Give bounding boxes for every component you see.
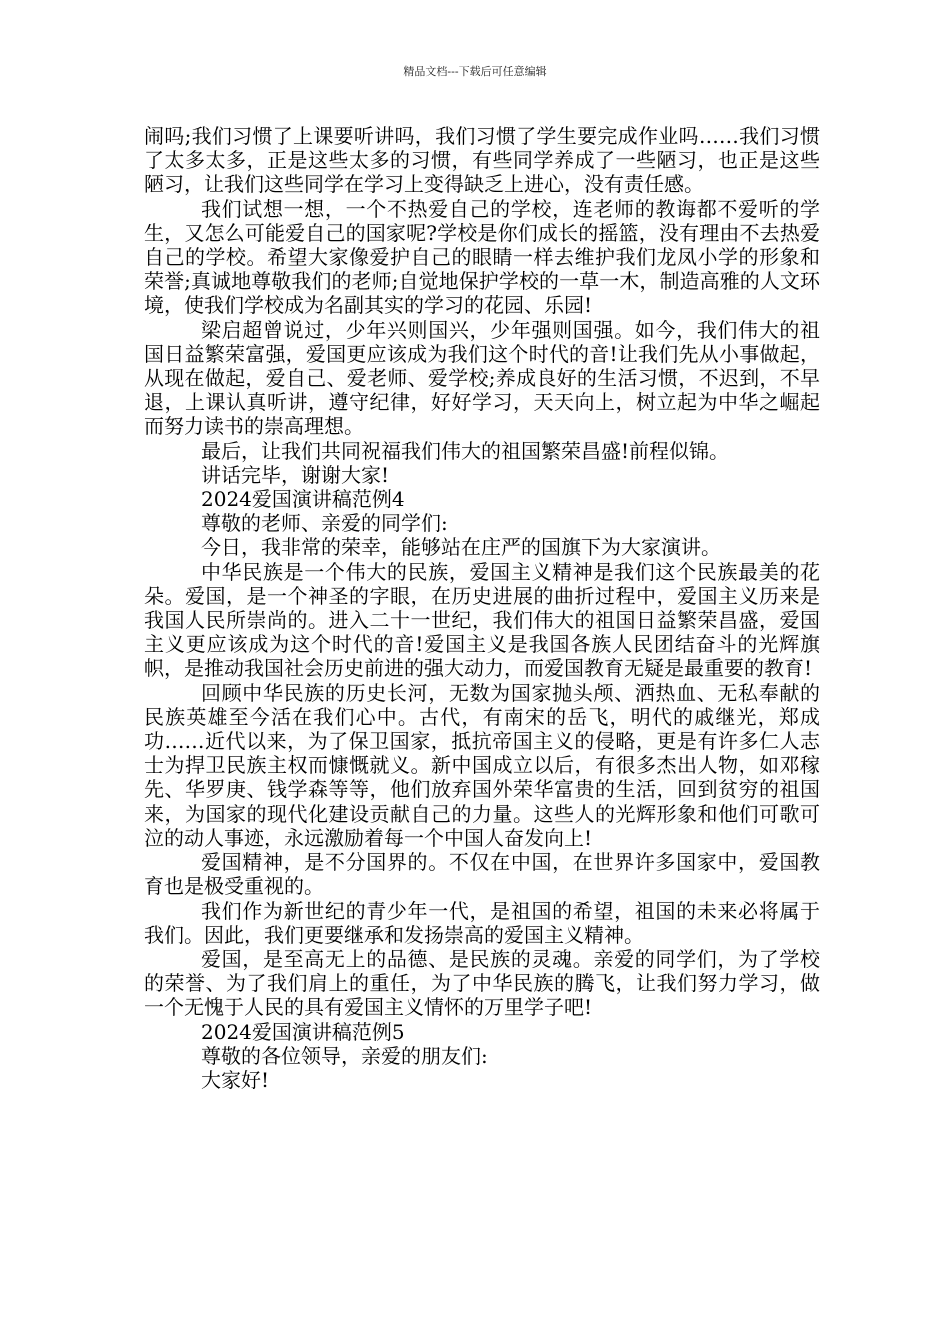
page-header: 精品文档---下载后可任意编辑: [403, 65, 547, 78]
paragraph: 我们作为新世纪的青少年一代，是祖国的希望，祖国的未来必将属于我们。因此，我们更要继承和发扬崇高的爱国主义精神。: [144, 898, 820, 947]
paragraph: 爱国精神，是不分国界的。不仅在中国，在世界许多国家中，爱国教育也是极受重视的。: [144, 850, 820, 899]
paragraph: 大家好!: [201, 1067, 270, 1092]
document-body: [144, 124, 820, 1092]
salutation: 尊敬的老师、亲爱的同学们:: [201, 511, 448, 536]
paragraph: 我们试想一想，一个不热爱自己的学校，连老师的教诲都不爱听的学生，又怎么可能爱自己的国家呢?学校是你们成长的摇篮，没有理由不去热爱自己的学校。希望大家像爱护自己的眼睛一样去维护我们龙凤小学的形象和荣誉;真诚地尊敬我们的老师;自觉地保护学校的一草一木，制造高雅的人文环境，使我们学校成为名副其实的学习的花园、乐园!: [144, 196, 820, 318]
paragraph: 讲话完毕，谢谢大家!: [201, 462, 390, 487]
paragraph: 回顾中华民族的历史长河，无数为国家抛头颅、洒热血、无私奉献的民族英雄至今活在我们心中。古代，有南宋的岳飞，明代的戚继光，郑成功……近代以来，为了保卫国家，抵抗帝国主义的侵略，更是有许多仁人志士为捍卫民族主权而慷慨就义。新中国成立以后，有很多杰出人物，如邓稼先、华罗庚、钱学森等等，他们放弃国外荣华富贵的生活，回到贫穷的祖国来，为国家的现代化建设贡献自己的力量。这些人的光辉形象和他们可歌可泣的动人事迹，永远激励着每一个中国人奋发向上!: [144, 680, 820, 850]
section-title: 2024爱国演讲稿范例4: [201, 487, 405, 512]
paragraph: 闹吗;我们习惯了上课要听讲吗，我们习惯了学生要完成作业吗……我们习惯了太多太多，正是这些太多的习惯，有些同学养成了一些陋习，也正是这些陋习，让我们这些同学在学习上变得缺乏上进心，没有责任感。: [144, 124, 820, 197]
paragraph: 最后，让我们共同祝福我们伟大的祖国繁荣昌盛!前程似锦。: [201, 438, 730, 463]
paragraph: 今日，我非常的荣幸，能够站在庄严的国旗下为大家演讲。: [201, 535, 721, 560]
salutation: 尊敬的各位领导，亲爱的朋友们:: [201, 1043, 488, 1068]
paragraph: 爱国，是至高无上的品德、是民族的灵魂。亲爱的同学们，为了学校的荣誉、为了我们肩上的重任，为了中华民族的腾飞，让我们努力学习，做一个无愧于人民的具有爱国主义情怀的万里学子吧!: [144, 946, 820, 1020]
section-title: 2024爱国演讲稿范例5: [201, 1019, 405, 1044]
paragraph: 梁启超曾说过，少年兴则国兴，少年强则国强。如今，我们伟大的祖国日益繁荣富强，爱国更应该成为我们这个时代的音!让我们先从小事做起，从现在做起，爱自己、爱老师、爱学校;养成良好的生活习惯，不迟到，不早退，上课认真听讲，遵守纪律，好好学习，天天向上，树立起为中华之崛起而努力读书的崇高理想。: [144, 317, 820, 439]
paragraph: 中华民族是一个伟大的民族，爱国主义精神是我们这个民族最美的花朵。爱国，是一个神圣的字眼，在历史进展的曲折过程中，爱国主义历来是我国人民所崇尚的。进入二十一世纪，我们伟大的祖国日益繁荣昌盛，爱国主义更应该成为这个时代的音!爱国主义是我国各族人民团结奋斗的光辉旗帜，是推动我国社会历史前进的强大动力，而爱国教育无疑是最重要的教育!: [144, 559, 820, 681]
